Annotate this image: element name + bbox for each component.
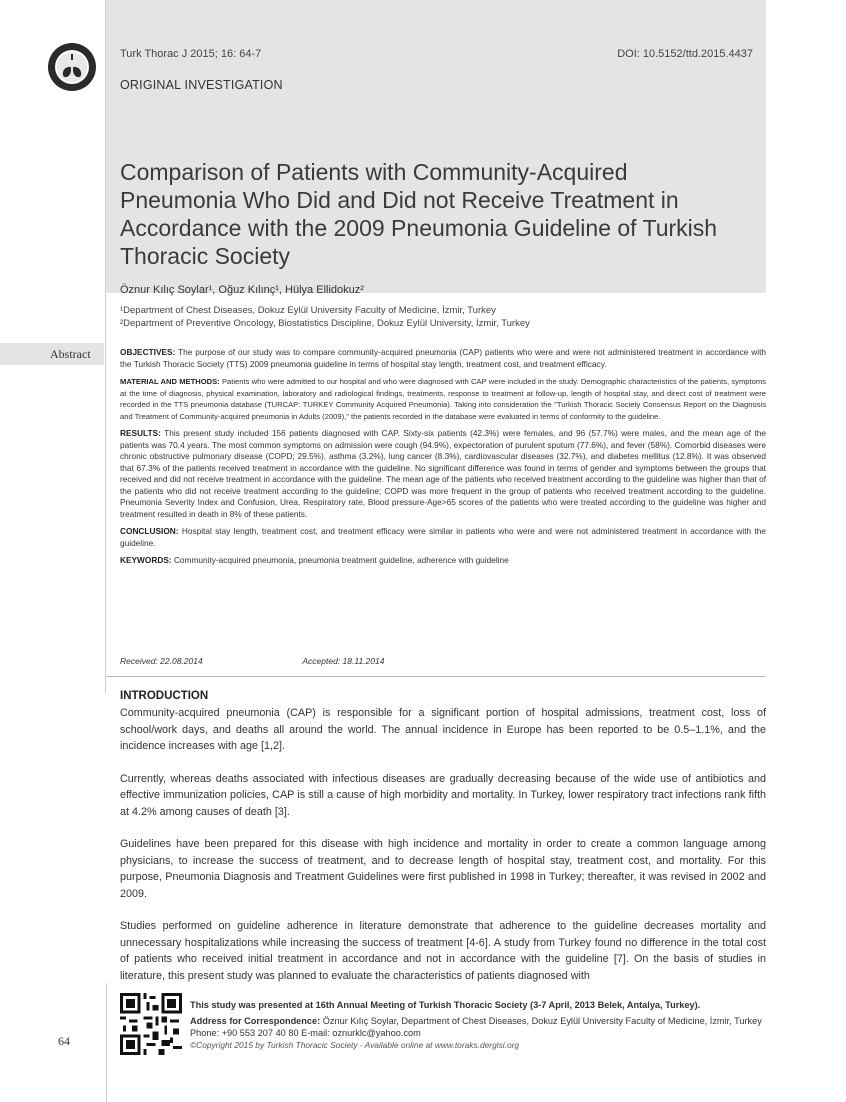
margin-rule [105, 0, 106, 693]
section-divider [106, 676, 766, 677]
journal-citation: Turk Thorac J 2015; 16: 64-7 [120, 48, 262, 60]
conclusion-text: Hospital stay length, treatment cost, and treatment efficacy were similar in patients who were and were not administered treatment in accordance with the guideline. [120, 526, 766, 548]
abstract-results [120, 428, 766, 520]
methods-text: Patients who were admitted to our hospital and who were diagnosed with CAP were included in the study. Demographic characteristics of the patients, symptoms at the time of diagnosis, physical examination, laboratory and radiological findings, treatments, response to treatment at follow-up, length of hospital stay, and direct cost of treatment were recorded in the TTS pneumonia database (TURCAP: TURKEY Community Acquired Pneumonia). Taking into consideration the "Turkish Thoracic Society Consensus Report on the Diagnosis and Treatment of Community-acquired pneumonia in Adults (2009)," the patients recorded in the database were evaluated in terms of conformity to the guideline. [120, 377, 766, 421]
received-date: Received: 22.08.2014 [120, 656, 203, 666]
footer-margin-rule [106, 983, 107, 1102]
page-number: 64 [58, 1034, 70, 1048]
abstract-methods [120, 376, 766, 422]
abstract-label: Abstract [50, 347, 91, 361]
doi: DOI: 10.5152/ttd.2015.4437 [617, 48, 753, 60]
results-heading: RESULTS: [120, 428, 161, 438]
footer-notes [190, 999, 766, 1051]
abstract-body [120, 347, 766, 573]
keywords-heading: KEYWORDS: [120, 555, 172, 565]
correspondence-text: Öznur Kılıç Soylar, Department of Chest Diseases, Dokuz Eylül University Faculty of Medicine, İzmir, Turkey Phone: +90 553 207 40 80 E-mail: oznurklc@yahoo.com [190, 1016, 762, 1038]
correspondence-heading: Address for Correspondence: [190, 1016, 321, 1026]
presentation-note: This study was presented at 16th Annual Meeting of Turkish Thoracic Society (3-7 April, 2013 Belek, Antalya, Turkey). [190, 1000, 701, 1010]
affiliation-2: ²Department of Preventive Oncology, Biostatistics Discipline, Dokuz Eylül University, İzmir, Turkey [120, 318, 530, 329]
accepted-date: Accepted: 18.11.2014 [302, 656, 385, 666]
intro-paragraph: Studies performed on guideline adherence in literature demonstrate that adherence to the guideline decreases mortality and unnecessary hospitalizations while increasing the success of treatment [4-6]. A study from Turkey found no difference in the total cost of patients who received initial treatment in accordance and not in accordance with the guideline [7]. On the basis of studies in literature, this present study was planned to evaluate the characteristics of patients diagnosed with [120, 920, 766, 982]
intro-paragraph: Community-acquired pneumonia (CAP) is responsible for a significant portion of hospital admissions, treatment cost, loss of school/work days, and deaths all around the world. The annual incidence in Europe has been reported to be 0.5–1.1%, and the incidence increases with age [1,2]. [120, 707, 766, 752]
introduction-body [120, 705, 766, 1000]
abstract-keywords [120, 555, 766, 567]
author-list: Öznur Kılıç Soylar¹, Oğuz Kılınç¹, Hülya Ellidokuz² [120, 284, 364, 296]
introduction-heading: INTRODUCTION [120, 690, 209, 702]
dates [120, 656, 384, 666]
intro-paragraph: Guidelines have been prepared for this disease with high incidence and mortality in order to create a common language among physicians, to increase the success of treatment, and to decrease length of hospital stay, treatment cost, and mortality. For this purpose, Pneumonia Diagnosis and Treatment Guidelines were first published in 1998 in Turkey; thereafter, it was revised in 2002 and 2009. [120, 838, 766, 900]
correspondence [190, 1015, 766, 1039]
keywords-text: Community-acquired pneumonia, pneumonia treatment guideline, adherence with guideline [173, 555, 509, 565]
results-text: This present study included 156 patients diagnosed with CAP. Sixty-six patients (42.3%) were females, and 96 (57.7%) were males, and the mean age of the patients was 70.4 years. The most common symptoms on admission were cough (94.9%), expectoration of purulent sputum (77.6%), and fever (58%). Comorbid diseases were chronic obstructive pulmonary disease (COPD; 29.5%), asthma (3.2%), lung cancer (8.3%), cardiovascular diseases (32.7%), and diabetes mellitus (12.8%). It was observed that 67.3% of the patients received treatment in accordance with the guideline. No significant difference was found in terms of gender and symptoms between the groups that received and did not receive treatment in accordance with the guideline. The mean age of the patients who received treatment according to the guideline was higher than that of the patients who did not receive treatment according to the guideline; COPD was more frequent in the group of patients who received treatment according to the guideline. Pneumonia Severity Index and Confusion, Urea, Respiratory rate, Blood pressure-Age>65 scores of the patients who were treated according to the guideline was higher and treatment resulted in death in 8% of these patients. [120, 428, 766, 519]
article-title: Comparison of Patients with Community-Acquired Pneumonia Who Did and Did not Receive Treatment in Accordance with the 2009 Pneumonia Guideline of Turkish Thoracic Society [120, 159, 718, 269]
conclusion-heading: CONCLUSION: [120, 526, 179, 536]
abstract-objectives [120, 347, 766, 370]
copyright: ©Copyright 2015 by Turkish Thoracic Society - Available online at www.toraks.dergisi.org [190, 1040, 520, 1050]
objectives-heading: OBJECTIVES: [120, 347, 176, 357]
affiliation-1: ¹Department of Chest Diseases, Dokuz Eylül University Faculty of Medicine, İzmir, Turkey [120, 305, 496, 316]
abstract-conclusion [120, 526, 766, 549]
qr-code-icon[interactable] [120, 993, 182, 1055]
society-logo-icon [47, 42, 97, 92]
article-type: ORIGINAL INVESTIGATION [120, 78, 283, 92]
objectives-text: The purpose of our study was to compare community-acquired pneumonia (CAP) patients who were and were not administered treatment in accordance with the Turkish Thoracic Society (TTS) 2009 pneumonia guideline in terms of hospital stay length, treatment cost, and treatment efficacy. [120, 347, 766, 369]
methods-heading: MATERIAL AND METHODS: [120, 377, 220, 386]
intro-paragraph: Currently, whereas deaths associated with infectious diseases are gradually decreasing because of the wide use of antibiotics and effective immunization policies, CAP is still a cause of high morbidity and mortality. In Turkey, lower respiratory tract infections rank fifth at 4.2% among causes of death [3]. [120, 772, 766, 818]
